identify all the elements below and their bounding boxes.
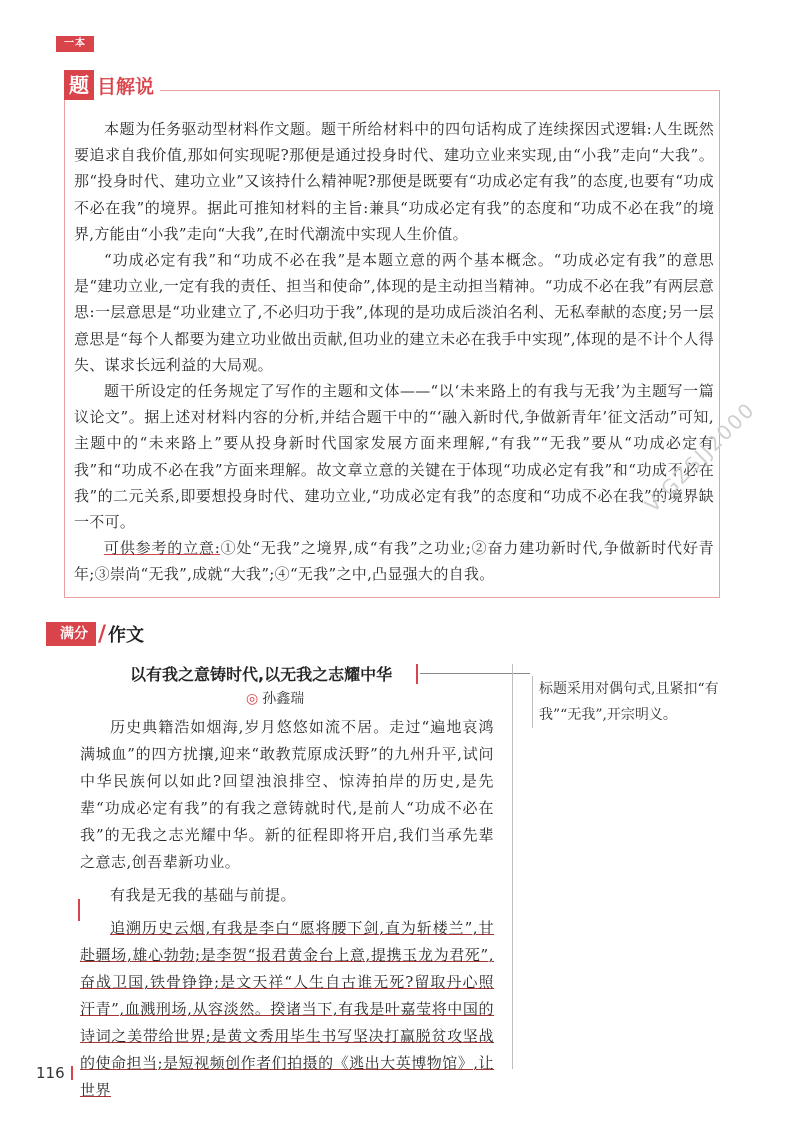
author-name: 孙鑫瑞: [262, 691, 305, 707]
badge-first-char: 题: [64, 70, 94, 100]
analysis-paragraph-1: 本题为任务驱动型材料作文题。题干所给材料中的四句话构成了连续探因式逻辑:人生既然要追求自我价值,那如何实现呢?那便是通过投身时代、建功立业来实现,由“小我”走向“大我”。那“投身时代、建功立业”又该持什么精神呢?那便是既要有“功成必定有我”的态度,也要有“功成不必在我”的境界。据此可推知材料的主旨:兼具“功成必定有我”的态度和“功成不必在我”的境界,方能由“小我”走向“大我”,在时代潮流中实现人生价值。: [74, 120, 714, 243]
reference-text: ①处“无我”之境界,成“有我”之功业;②奋力建功新时代,争做新时代好青年;③崇尚“无我”,成就“大我”;④“无我”之中,凸显强大的自我。: [74, 539, 714, 584]
reference-lead: 可供参考的立意:: [104, 539, 221, 558]
section-title: 作文: [108, 625, 145, 646]
analysis-paragraph-2: “功成必定有我”和“功成不必在我”是本题立意的两个基本概念。“功成必定有我”的意思是“建功立业,一定有我的责任、担当和使命”,体现的是主动担当精神。“功成不必在我”有两层意思:一层意思是“功业建立了,不必归功于我”,体现的是功成后淡泊名利、无私奉献的态度;另一层意思是“每个人都要为建立功业做出贡献,但功业的建立未必在我手中实现”,体现的是不计个人得失、谋求长远利益的大局观。: [74, 251, 714, 374]
essay-author: [246, 688, 304, 708]
section-header: [46, 622, 144, 646]
page-number-bar: [71, 1066, 73, 1080]
title-marker: [416, 664, 418, 684]
analysis-text: [74, 116, 714, 588]
author-symbol-icon: ◎: [246, 691, 259, 707]
badge-rest: 目解说: [94, 72, 160, 99]
essay-paragraph-3: 追溯历史云烟,有我是李白“愿将腰下剑,直为斩楼兰”,甘赴疆场,雄心勃勃;是李贺“报君黄金台上意,提携玉龙为君死”,奋战卫国,铁骨铮铮;是文天祥“人生自古谁无死?留取丹心照汗青”,血溅刑场,从容淡然。揆诸当下,有我是叶嘉莹将中国的诗词之美带给世界;是黄文秀用毕生书写坚决打赢脱贫攻坚战的使命担当;是短视频创作者们拍摄的《逃出大英博物馆》,让世界: [80, 919, 494, 1099]
section-tag: 满分: [46, 622, 96, 646]
analysis-paragraph-3: 题干所设定的任务规定了写作的主题和文体——“以‘未来路上的有我与无我’为主题写一篇议论文”。据上述对材料内容的分析,并结合题干中的“‘融入新时代,争做新青年’征文活动”可知,主题中的“未来路上”要从投身新时代国家发展方面来理解,“有我”“无我”要从“功成必定有我”和“功成不必在我”方面来理解。故文章立意的关键在于体现“功成必定有我”和“功成不必在我”的二元关系,即要想投身时代、建功立业,“功成必定有我”的态度和“功成不必在我”的境界缺一不可。: [74, 382, 714, 532]
margin-rule: [512, 664, 513, 1069]
side-note: 标题采用对偶句式,且紧扣“有我”“无我”,开宗明义。: [532, 676, 759, 728]
essay-paragraph-1: 历史典籍浩如烟海,岁月悠悠如流不居。走过“遍地哀鸿满城血”的四方扰攘,迎来“敢教荒原成沃野”的九州升平,试问中华民族何以如此?回望浊浪排空、惊涛拍岸的历史,是先辈“功成必定有我”的有我之意铸就时代,是前人“功成不必在我”的无我之志光耀中华。新的征程即将开启,我们当承先辈之意志,创吾辈新功业。: [80, 718, 494, 871]
page-number: [36, 1064, 73, 1082]
brand-tag: 一本: [56, 36, 94, 52]
note-connector: [420, 673, 530, 674]
page-number-text: 116: [36, 1064, 65, 1082]
essay-paragraph-2: 有我是无我的基础与前提。: [110, 886, 297, 904]
watermark: V:GZSJJ2000: [640, 397, 760, 517]
reference-ideas: [74, 535, 714, 587]
essay-title: 以有我之意铸时代,以无我之志耀中华: [130, 665, 393, 684]
section-slash: /: [98, 621, 107, 647]
analysis-badge: [64, 70, 160, 100]
essay-body: [80, 714, 494, 1104]
